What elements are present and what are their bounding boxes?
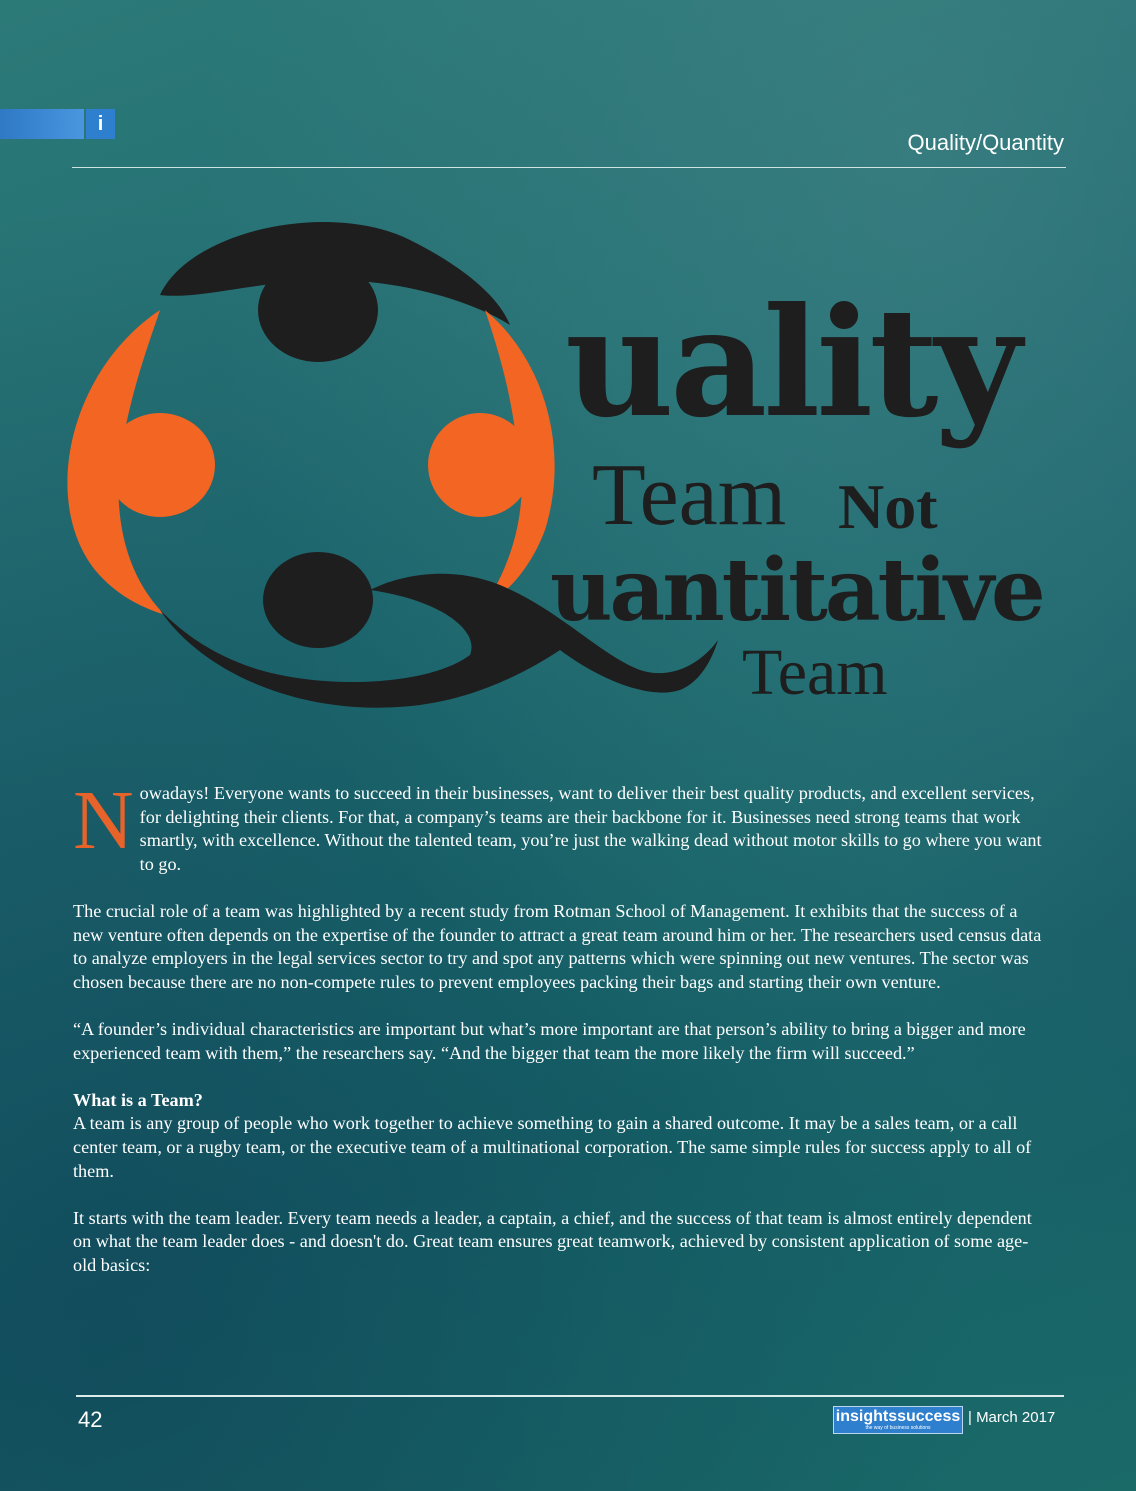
hero-word-not: Not [838, 471, 938, 542]
drop-cap: N [73, 774, 134, 867]
paragraph-1: Nowadays! Everyone wants to succeed in their businesses, want to deliver their best quality products, and excellent services, for delighting their clients. For that, a company’s teams are their backbone for it. Businesses need strong teams that work smartly, with excellence. Without the talented team, you’re just the walking dead without motor skills to go where you want to go. [73, 774, 1042, 874]
hero-word-team: Team [592, 447, 787, 544]
top-person-head [258, 258, 378, 362]
magazine-logo: insightssuccess the way of business solutions [833, 1406, 963, 1434]
hero-word-uality: uality [565, 275, 1018, 451]
right-person-head [428, 413, 532, 517]
paragraph-2: The crucial role of a team was highlighted by a recent study from Rotman School of Management. It exhibits that the success of a new venture often depends on the expertise of the founder to attract a great team around him or her. The researchers used census data to analyze employers in the legal services sector to try and spot any patterns which were spinning out new ventures. The sector was chosen because there are no non-compete rules to prevent employees packing their bags and starting their own venture. [73, 900, 1042, 992]
header-divider [72, 167, 1066, 168]
hero-title [0, 200, 1136, 740]
bottom-person-head [263, 552, 373, 648]
article-body [73, 774, 1048, 1301]
paragraph-5: It starts with the team leader. Every team needs a leader, a captain, a chief, and the success of that team is almost entirely dependent on what the team leader does - and doesn't do. Great team ensures great teamwork, achieved by consistent application of some age-old basics: [73, 1207, 1032, 1275]
paragraph-3: “A founder’s individual characteristics are important but what’s more important are that person’s ability to bring a bigger and more experienced team with them,” the researchers say. “And the bigger that team the more likely the firm will succeed.” [73, 1018, 1026, 1063]
subheading: What is a Team? [73, 1089, 203, 1110]
brand-logo: i [86, 109, 115, 139]
issue-date: | March 2017 [968, 1409, 1056, 1426]
section-title: Quality/Quantity [907, 130, 1064, 155]
paragraph-4: What is a Team? A team is any group of people who work together to achieve something to gain a shared outcome. It may be a sales team, or a call center team, or a rugby team, or the executive team of a multinational corporation. The same simple rules for success apply to all of them. [73, 1089, 1048, 1183]
page-number: 42 [78, 1407, 103, 1432]
header-accent-bar [0, 109, 84, 139]
hero-word-uantitative: uantitative [550, 540, 1043, 641]
footer-divider [76, 1395, 1064, 1397]
hero-word-team-2: Team [742, 636, 888, 709]
left-person-head [105, 413, 215, 517]
